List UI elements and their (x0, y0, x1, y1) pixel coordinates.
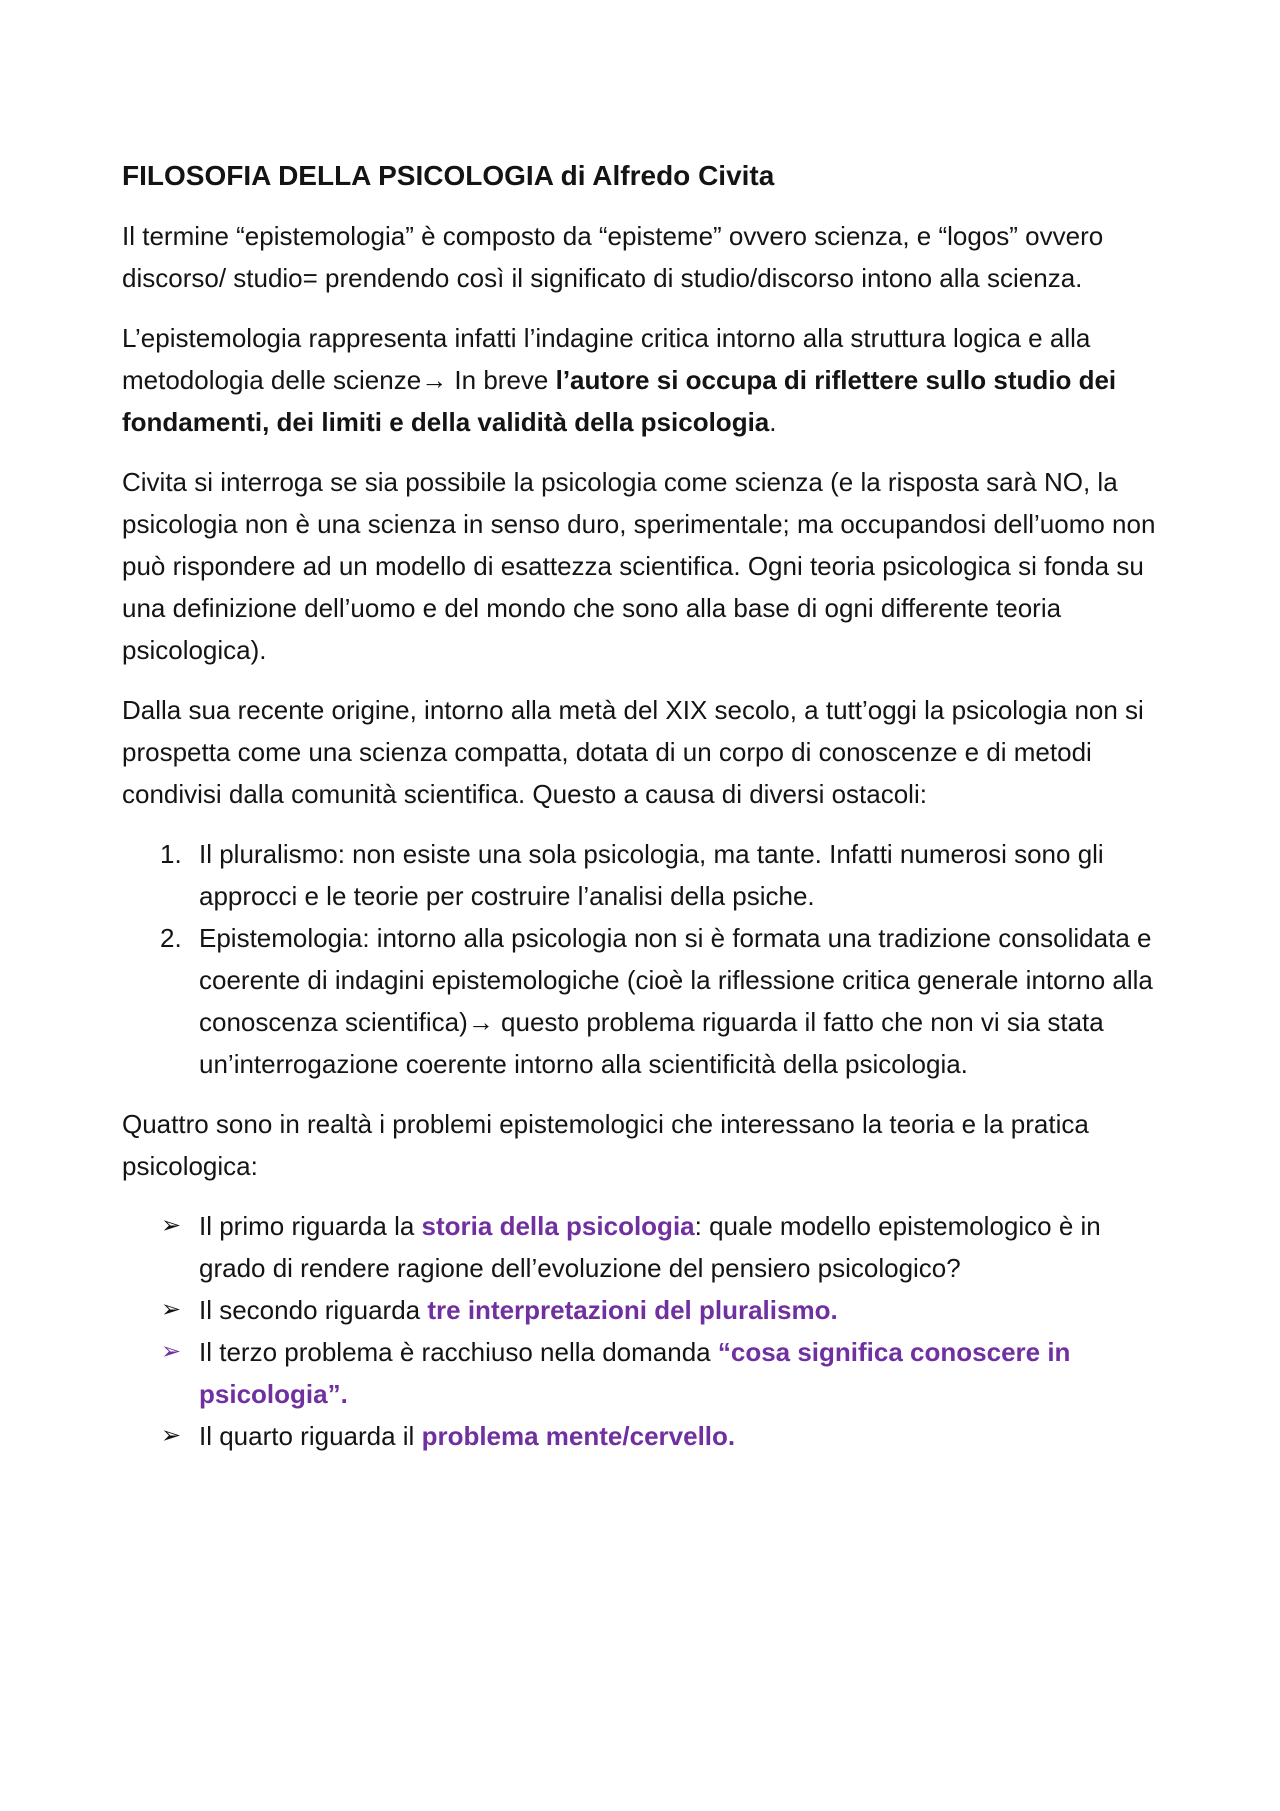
list-item (122, 833, 1172, 917)
list-item-text: : quale modello epistemologico è in grado di rendere ragione dell’evoluzione del pensiero psicologico? (199, 1211, 1101, 1283)
arrowhead-bullet-icon: ➢ (161, 1422, 182, 1449)
list-item-text: Il primo riguarda la (199, 1211, 422, 1241)
list-item (122, 1205, 1172, 1289)
list-item (122, 1331, 1172, 1415)
list-item (122, 1415, 1172, 1457)
paragraph-text: In breve (447, 365, 556, 395)
arrowhead-bullet-icon: ➢ (161, 1338, 182, 1365)
list-item-text: Il secondo riguarda (199, 1295, 428, 1325)
paragraph-origin: Dalla sua recente origine, intorno alla metà del XIX secolo, a tutt’oggi la psicologia non si prospetta come una scienza compatta, dotata di un corpo di conoscenze e di metodi condivisi dalla comunità scientifica. Questo a causa di diversi ostacoli: (122, 695, 1144, 809)
highlighted-text: tre interpretazioni del pluralismo (427, 1295, 831, 1325)
paragraph-four-problems: Quattro sono in realtà i problemi epistemologici che interessano la teoria e la pratica psicologica: (122, 1109, 1089, 1181)
bold-statement: l’autore si occupa di riflettere sullo studio dei fondamenti, dei limiti e della validità della psicologia (122, 365, 1117, 437)
list-item (122, 917, 1172, 1085)
arrowhead-bullet-icon: ➢ (161, 1296, 182, 1323)
document-title: FILOSOFIA DELLA PSICOLOGIA di Alfredo Civita (122, 160, 775, 191)
list-item-text: . (830, 1295, 838, 1325)
paragraph-epistemology-role (122, 317, 1172, 443)
document-body (122, 155, 1172, 1457)
paragraph-civita-question: Civita si interroga se sia possibile la psicologia come scienza (e la risposta sarà NO, la psicologia non è una scienza in senso duro, sperimentale; ma occupandosi dell’uomo non può rispondere ad un modello di esattezza scientifica. Ogni teoria psicologica si fonda su una definizione dell’uomo e del mondo che sono alla base di ogni differente teoria psicologica). (122, 467, 1156, 665)
paragraph-epistemology-definition: Il termine “epistemologia” è composto da “episteme” ovvero scienza, e “logos” ovvero discorso/ studio= prendendo così il significato di studio/discorso intono alla scienza. (122, 221, 1104, 293)
numbered-list-obstacles (122, 833, 1172, 1085)
highlighted-text: problema mente/cervello. (421, 1421, 736, 1451)
arrow-list-problems (122, 1205, 1172, 1457)
highlighted-text: storia della psicologia (421, 1211, 695, 1241)
arrowhead-bullet-icon: ➢ (161, 1212, 182, 1239)
arrow-icon: → (467, 1007, 494, 1037)
list-item-text: questo problema riguarda il fatto che non vi sia stata un’interrogazione coerente intorno alla scientificità della psicologia. (199, 1007, 1104, 1079)
list-item-text: Epistemologia: intorno alla psicologia non si è formata una tradizione consolidata e coerente di indagini epistemologiche (cioè la riflessione critica generale intorno alla conoscenza scientifica) (199, 923, 1153, 1037)
paragraph-text: . (769, 407, 777, 437)
list-item-text: Il terzo problema è racchiuso nella domanda (199, 1337, 718, 1367)
highlighted-text: “cosa significa conoscere in psicologia”. (199, 1337, 1071, 1409)
list-item-text: Il quarto riguarda il (199, 1421, 422, 1451)
list-number: 1. (160, 839, 182, 869)
list-item-text: Il pluralismo: non esiste una sola psicologia, ma tante. Infatti numerosi sono gli approcci e le teorie per costruire l’analisi della psiche. (199, 839, 1104, 911)
list-number: 2. (160, 923, 182, 953)
arrow-icon: → (421, 365, 448, 395)
paragraph-text: L’epistemologia rappresenta infatti l’indagine critica intorno alla struttura logica e alla metodologia delle scienze (122, 323, 1091, 395)
list-item (122, 1289, 1172, 1331)
